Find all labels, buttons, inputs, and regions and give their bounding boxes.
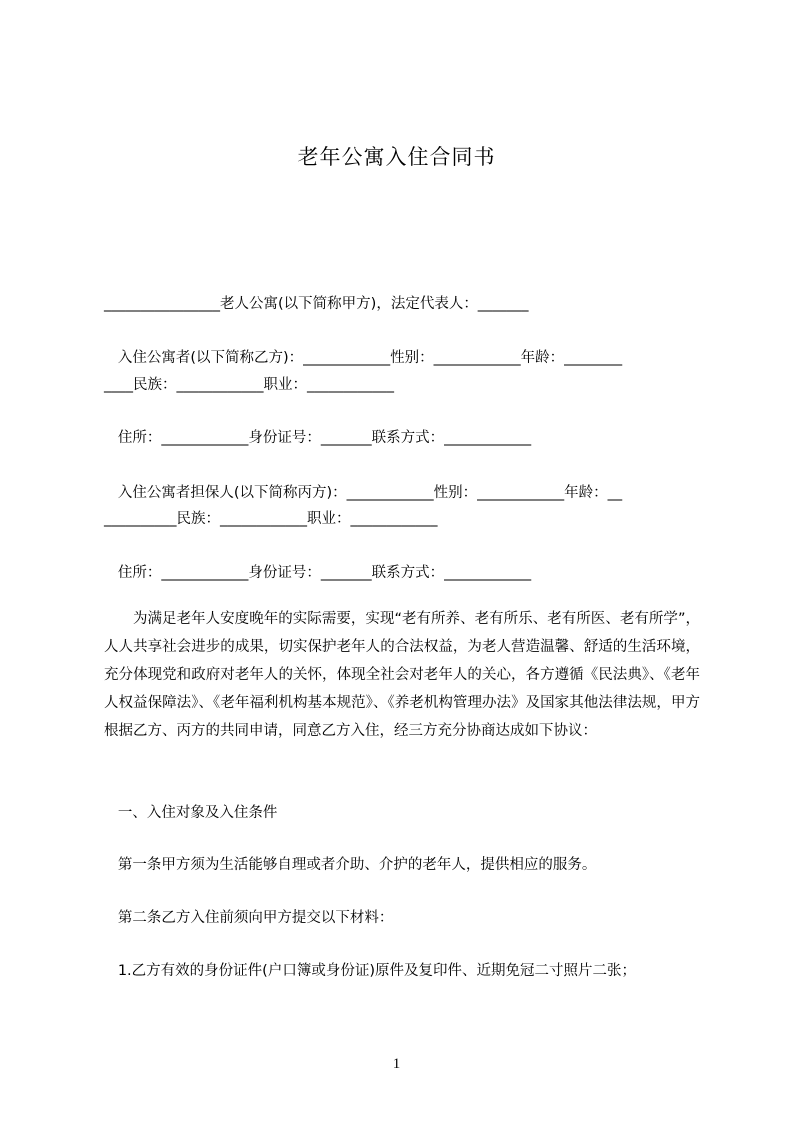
page-number: 1 bbox=[392, 1056, 401, 1072]
party-c-line-2: __________民族：____________职业：____________ bbox=[104, 511, 438, 527]
document-title: 老年公寓入住合同书 bbox=[297, 145, 496, 169]
party-c-line-1: 入住公寓者担保人(以下简称丙方)：____________性别：____________年龄：__ bbox=[104, 485, 623, 501]
article-2-item-1: 1.乙方有效的身份证件(户口簿或身份证)原件及复印件、近期免冠二寸照片二张； bbox=[104, 963, 636, 979]
party-b-address-line: 住所：____________身份证号：_______联系方式：____________ bbox=[104, 430, 532, 446]
section-heading-1: 一、入住对象及入住条件 bbox=[104, 805, 278, 821]
article-1: 第一条甲方须为生活能够自理或者介助、介护的老年人，提供相应的服务。 bbox=[104, 857, 597, 873]
party-b-line-1: 入住公寓者(以下简称乙方)：____________性别：____________年龄：________ bbox=[104, 350, 623, 366]
party-c-address-line: 住所：____________身份证号：_______联系方式：____________ bbox=[104, 565, 532, 581]
party-a-line: ________________老人公寓(以下简称甲方)，法定代表人：_______ bbox=[104, 296, 529, 312]
preamble-paragraph: 为满足老年人安度晚年的实际需要，实现“老有所养、老有所乐、老有所医、老有所学”，人人共享社会进步的成果，切实保护老年人的合法权益，为老人营造温馨、舒适的生活环境，充分体现党和政府对老年人的关怀，体现全社会对老年人的关心，各方遵循《民法典》、《老年人权益保障法》、《老年福利机构基本规范》、《养老机构管理办法》及国家其他法律法规，甲方根据乙方、丙方的共同申请，同意乙方入住，经三方充分协商达成如下协议： bbox=[104, 611, 700, 739]
article-2: 第二条乙方入住前须向甲方提交以下材料： bbox=[104, 910, 394, 926]
party-b-line-2: ____民族：____________职业：____________ bbox=[104, 377, 394, 393]
